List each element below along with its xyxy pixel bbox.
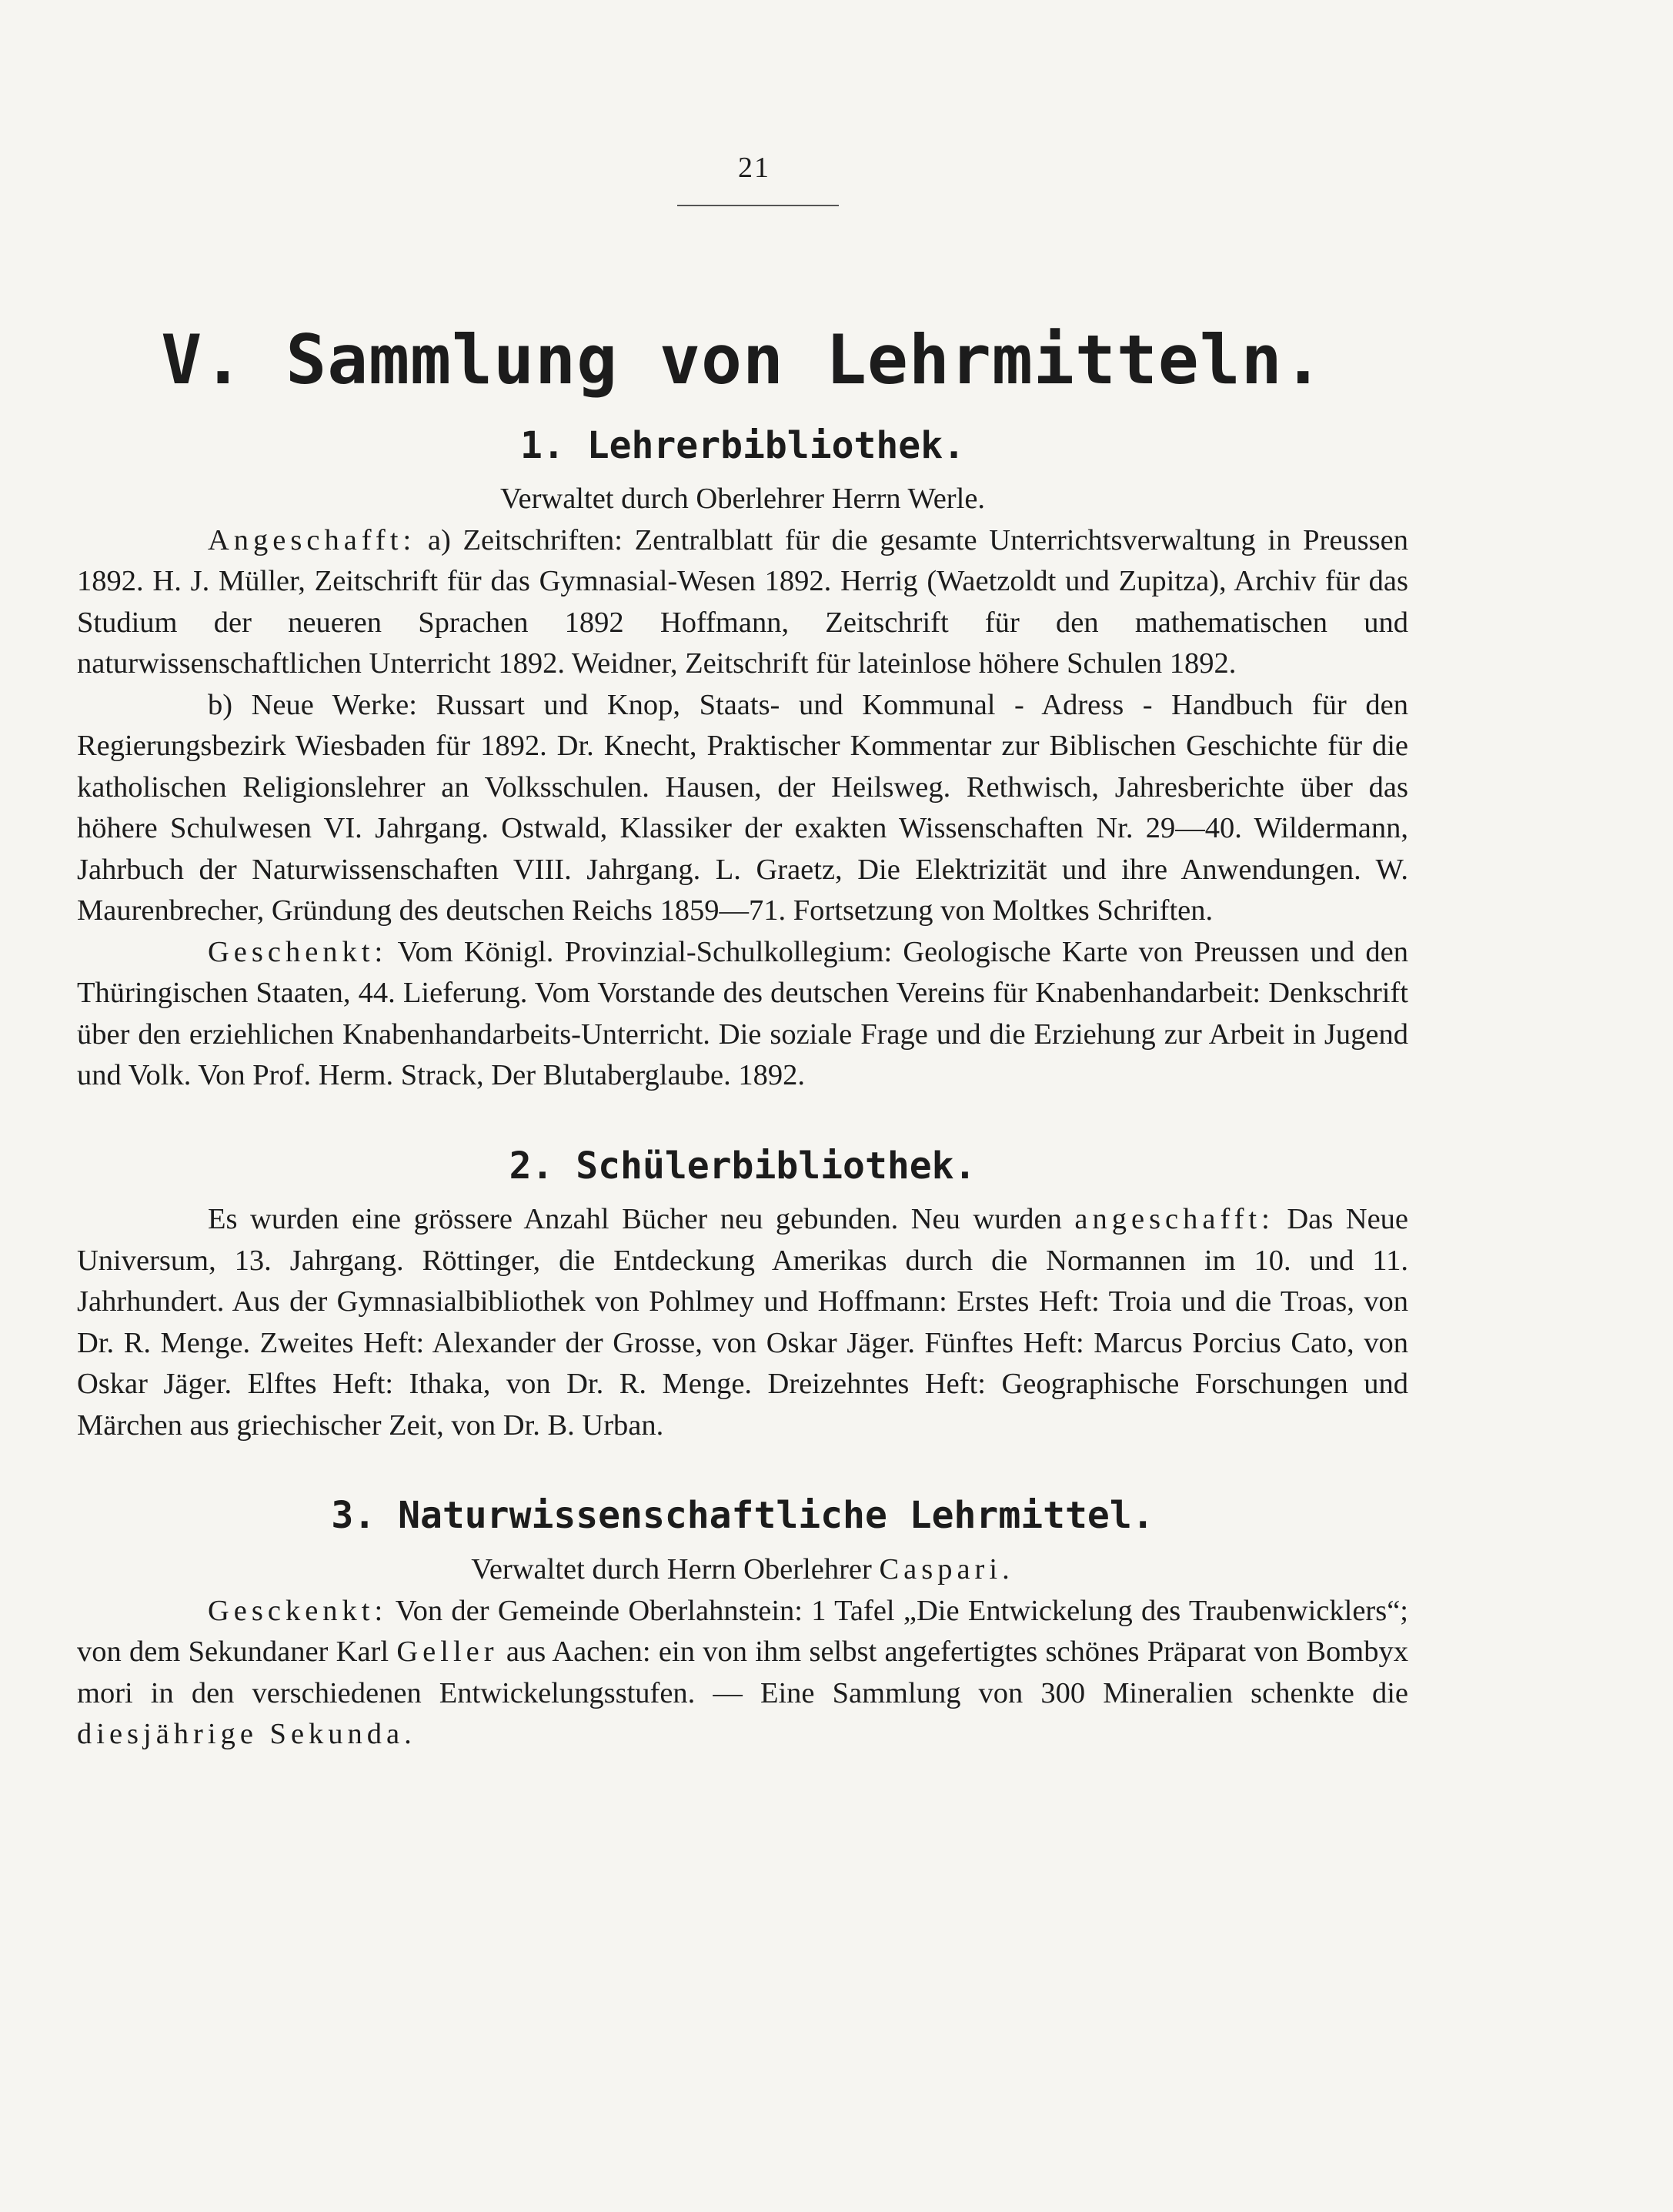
acquired-periodicals-text: a) Zeitschriften: Zentralblatt für die gesamte Unterrichtsverwaltung in Preussen 1892. H. J. Müller, Zeitschrift für das Gymnasial-Wesen 1892. Herrig (Waetzoldt und Zupitza), Archiv für das Studium der neueren Sprachen 1892 Hoffmann, Zeitschrift für den mathematischen und naturwissenschaftlichen Unterricht 1892. Weidner, Zeitschrift für lateinlose höhere Schulen 1892. [77,523,1408,680]
section-heading-student-library: 2. Schülerbibliothek. [509,1144,977,1188]
donated-text: Vom Königl. Provinzial-Schulkollegium: Geologische Karte von Preussen und den Thüringischen Staaten, 44. Lieferung. Vom Vorstande des deutschen Vereins für Knabenhandarbeit: Denkschrift über den erziehlichen Knabenhandarbeits-Unterricht. Die soziale Frage und die Erziehung zur Arbeit in Jugend und Volk. Von Prof. Herm. Strack, Der Blutaberglaube. 1892. [77,935,1408,1092]
student-library-intro: Es wurden eine grössere Anzahl Bücher neu gebunden. Neu wurden [208,1203,1075,1236]
science-donated-text-2: aus Aachen: ein von ihm selbst angefertigtes schönes Präparat von Bombyx mori in den verschiedenen Entwickelungsstufen. — Eine Sammlung von 300 Mineralien schenkte die [77,1636,1408,1709]
student-library-paragraph [77,1199,1408,1446]
page-number: 21 [738,152,770,184]
donated-paragraph [77,932,1408,1097]
chapter-title: V. Sammlung von Lehrmitteln. [161,320,1324,399]
section-teacher-library [77,424,1408,1097]
text-column [77,320,1408,1756]
science-administrator-prefix: Verwaltet durch Herrn Oberlehrer [471,1553,880,1586]
student-library-acquired-label: angeschafft: [1074,1203,1274,1236]
acquired-label: Angeschafft: [208,523,416,556]
acquired-periodicals-paragraph [77,520,1408,685]
science-donated-label: Gesckenkt: [208,1594,388,1627]
science-donor-name: Geller [396,1636,499,1669]
science-donated-text-1: Von der Gemeinde Oberlahnstein: 1 Tafel „Die Entwickelung des Traubenwicklers“; von dem Sekundaner Karl [77,1594,1408,1669]
science-class-name: diesjährige Sekunda. [77,1718,416,1751]
administrator-line: Verwaltet durch Oberlehrer Herrn Werle. [499,483,986,516]
donated-label: Geschenkt: [208,935,388,968]
science-donated-paragraph [77,1591,1408,1756]
section-heading-science-materials: 3. Naturwissenschaftliche Lehrmittel. [331,1494,1154,1538]
section-science-materials [77,1494,1408,1755]
student-library-list: Das Neue Universum, 13. Jahrgang. Röttinger, die Entdeckung Amerikas durch die Normannen im 10. und 11. Jahrhundert. Aus der Gymnasialbibliothek von Pohlmey und Hoffmann: Erstes Heft: Troia und die Troas, von Dr. R. Menge. Zweites Heft: Alexander der Grosse, von Oskar Jäger. Fünftes Heft: Marcus Porcius Cato, von Oskar Jäger. Elftes Heft: Ithaka, von Dr. R. Menge. Dreizehntes Heft: Geographische Forschungen und Märchen aus griechischer Zeit, von Dr. B. Urban. [77,1203,1408,1442]
page-number-rule [677,205,839,206]
section-heading-teacher-library: 1. Lehrerbibliothek. [520,423,965,467]
science-administrator-line [77,1549,1408,1591]
section-student-library [77,1144,1408,1447]
acquired-new-works-paragraph: b) Neue Werke: Russart und Knop, Staats- und Kommunal - Adress - Handbuch für den Regierungsbezirk Wiesbaden für 1892. Dr. Knecht, Praktischer Kommentar zur Biblischen Geschichte für die katholischen Religionslehrer an Volksschulen. Hausen, der Heilsweg. Rethwisch, Jahresberichte über das höhere Schulwesen VI. Jahrgang. Ostwald, Klassiker der exakten Wissenschaften Nr. 29—40. Wildermann, Jahrbuch der Naturwissenschaften VIII. Jahrgang. L. Graetz, Die Elektrizität und ihre Anwendungen. W. Maurenbrecher, Gründung des deutschen Reichs 1859—71. Fortsetzung von Moltkes Schriften. [77,688,1408,927]
science-administrator-name: Caspari. [879,1553,1014,1586]
